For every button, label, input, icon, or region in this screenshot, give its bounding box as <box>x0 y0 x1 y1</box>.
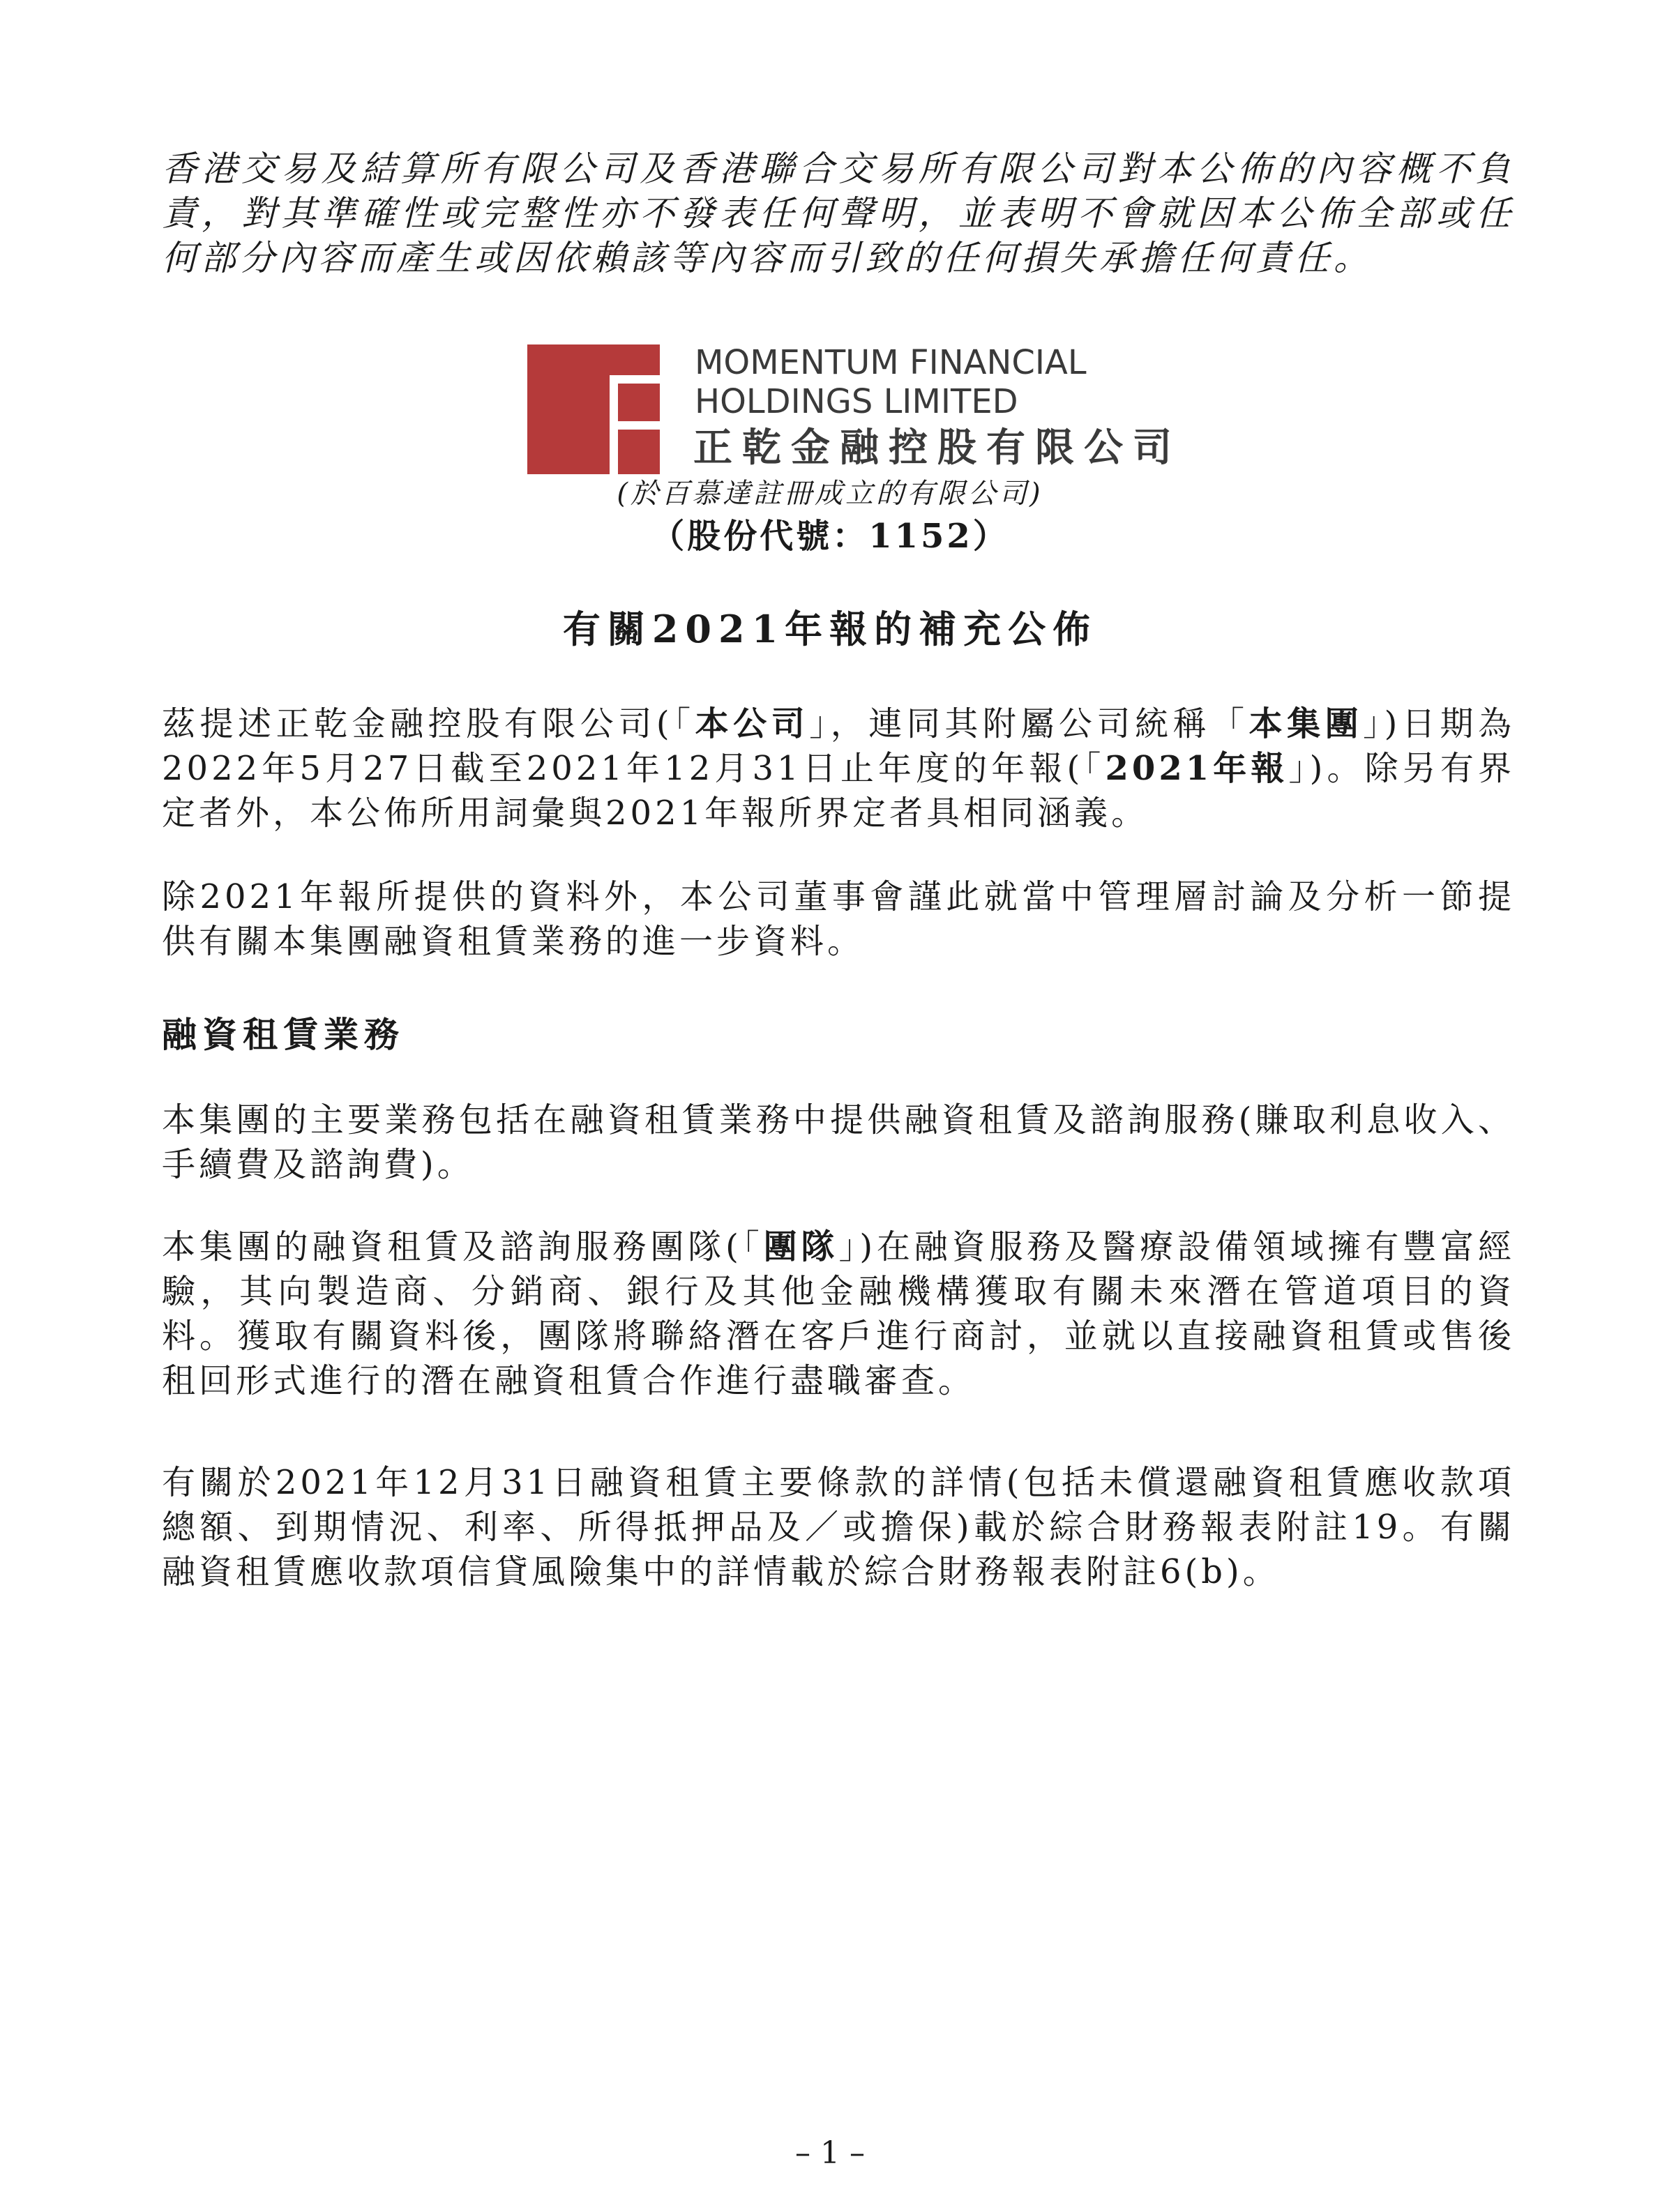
section-heading-finance-lease: 融資租賃業務 <box>162 1014 405 1055</box>
announcement-title: 有關2021年報的補充公佈 <box>562 607 1098 651</box>
p4-text-1: 本集團的融資租賃及諮詢服務團隊(「 <box>162 1227 764 1266</box>
company-logo <box>527 344 660 474</box>
p4-defined-term-team: 團隊 <box>763 1227 839 1266</box>
paragraph-principal-business: 本集團的主要業務包括在融資租賃業務中提供融資租賃及諮詢服務(賺取利息收入、手續費及諮詢費)。 <box>162 1100 1515 1184</box>
p1-defined-term-group: 本集團 <box>1248 704 1364 743</box>
company-name-en-line2: HOLDINGS LIMITED <box>695 382 1018 421</box>
p1-text-1: 茲提述正乾金融控股有限公司(「 <box>162 704 695 743</box>
incorporation-note: (於百慕達註冊成立的有限公司) <box>617 478 1043 510</box>
exchange-disclaimer: 香港交易及結算所有限公司及香港聯合交易所有限公司對本公佈的內容概不負責，對其準確性或完整性亦不發表任何聲明，並表明不會就因本公佈全部或任何部分內容而產生或因依賴該等內容而引致的任何損失承擔任何責任。 <box>162 149 1515 278</box>
p1-defined-term-annual-report: 2021年報 <box>1105 749 1289 788</box>
p1-defined-term-company: 本公司 <box>695 704 810 743</box>
p1-text-3: 」)日期為2022年5月27日截至2021年12月31日止年度的年報(「 <box>162 704 1515 788</box>
company-logo-mark <box>527 344 660 474</box>
paragraph-lease-terms: 有關於2021年12月31日融資租賃主要條款的詳情(包括未償還融資租賃應收款項總額、到期情況、利率、所得抵押品及／或擔保)載於綜合財務報表附註19。有關融資租賃應收款項信貸風險集中的詳情載於綜合財務報表附註6(b)。 <box>162 1463 1515 1591</box>
company-name-en <box>695 343 1087 421</box>
p4-text-2: 」)在融資服務及醫療設備領域擁有豐富經驗，其向製造商、分銷商、銀行及其他金融機構獲取有關未來潛在管道項目的資料。獲取有關資料後，團隊將聯絡潛在客戶進行商討，並就以直接融資租賃或售後租回形式進行的潛在融資租賃合作進行盡職審查。 <box>162 1227 1515 1400</box>
stock-code: （股份代號：1152） <box>651 517 1009 556</box>
p1-text-4: 」)。除另有界定者外，本公佈所用詞彙與2021年報所界定者具相同涵義。 <box>162 749 1515 833</box>
p1-text-2: 」，連同其附屬公司統稱「 <box>809 704 1249 743</box>
company-name-en-line1: MOMENTUM FINANCIAL <box>695 343 1087 382</box>
paragraph-reference <box>162 702 1515 835</box>
paragraph-supplement: 除2021年報所提供的資料外，本公司董事會謹此就當中管理層討論及分析一節提供有關本集團融資租賃業務的進一步資料。 <box>162 877 1515 961</box>
page-number: – 1 – <box>795 2135 865 2171</box>
company-name-zh: 正乾金融控股有限公司 <box>693 425 1182 471</box>
paragraph-team <box>162 1225 1515 1403</box>
